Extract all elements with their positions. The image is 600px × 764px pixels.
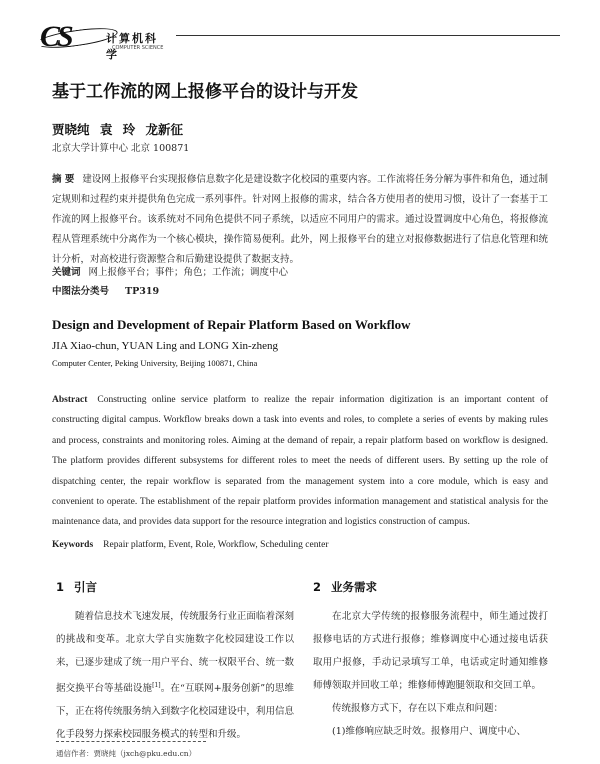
cn-class-code: TP319 <box>125 286 160 297</box>
en-keywords <box>52 540 329 550</box>
affiliation: 北京大学计算中心 北京 100871 <box>52 143 190 154</box>
footnote: 通信作者：贾晓纯（jxch@pku.edu.cn） <box>56 749 197 758</box>
cn-abstract-label: 摘 要 <box>52 174 75 185</box>
section-2-number: 2 <box>313 580 322 594</box>
cn-keywords-label: 关键词 <box>52 267 81 278</box>
cn-keywords-text: 网上报修平台；事件；角色；工作流；调度中心 <box>88 267 289 278</box>
journal-name-en: COMPUTER SCIENCE <box>112 45 164 51</box>
cn-abstract <box>52 170 548 270</box>
section-2-title: 业务需求 <box>331 580 378 594</box>
cn-abstract-text: 建设网上报修平台实现报修信息数字化是建设数字化校园的重要内容。工作流将任务分解为事件和角色，通过制定规则和过程约束并提供角色完成一系列事件。针对网上报修的需求，结合各方使用者的使用习惯，设计了一套基于工作流的网上报修平台。该系统对不同角色提供不同子系统，以适应不同用户的需求。通过设置调度中心角色，将报修流程从管理系统中分离作为一个核心模块，操作简易便利。此外，网上报修平台的建立对报修数据进行了信息化管理和统计分析，对高校进行资源整合和后勤建设提供了数据支持。 <box>52 174 548 265</box>
section-2-paragraph-2: 传统报修方式下，存在以下难点和问题： <box>332 703 504 714</box>
logo-letters: CS <box>40 20 71 53</box>
en-affiliation: Computer Center, Peking University, Beijing 100871, China <box>52 358 258 368</box>
section-1-number: 1 <box>56 580 65 594</box>
en-authors: JIA Xiao-chun, YUAN Ling and LONG Xin-zheng <box>52 340 278 352</box>
section-2-paragraph-1: 在北京大学传统的报修服务流程中，师生通过拨打报修电话的方式进行报修；维修调度中心通过接电话获取用户报修，手动记录填写工单，电话或定时通知维修师傅领取并回收工单；维修师傅跑腿领取和交回工单。 <box>313 611 548 691</box>
section-1-body <box>56 605 294 746</box>
en-abstract <box>52 390 548 533</box>
en-keywords-label: Keywords <box>52 540 94 550</box>
en-abstract-label: Abstract <box>52 395 88 405</box>
en-abstract-text: Constructing online service platform to realize the repair information digitization is an important content of constructing digital campus. Workflow breaks down a task into events and roles, to complete a series of events by making rules and process, constraints and monitoring roles. Aiming at the demand of repair, a repair platform based on workflow is designed. The platform provides different subsystems for different roles to meet the needs of different users. By setting up the role of dispatching center, the repair workflow is separated from the management system into a core module, which is easy and convenient to operate. The establishment of the repair platform provides information management and statistical analysis for the maintenance data, and provides data support for the resource integration and logistics construction of campus. <box>52 395 548 528</box>
journal-logo <box>40 20 170 61</box>
en-keywords-text: Repair platform, Event, Role, Workflow, Scheduling center <box>103 540 329 550</box>
section-2-heading <box>313 579 377 595</box>
section-1-heading <box>56 579 97 595</box>
section-1-title: 引言 <box>74 580 98 594</box>
cn-classification <box>52 283 159 297</box>
s1-text-a: 随着信息技术飞速发展，传统服务行业正面临着深刻的挑战和变革。北京大学自实施数字化校园建设工作以来，已逐步建成了统一用户平台、统一权限平台、统一数据交换平台等基础设施 <box>56 611 294 695</box>
section-2-body <box>313 605 548 743</box>
footnote-rule <box>56 741 206 742</box>
citation-ref: [1] <box>152 682 161 689</box>
journal-name: 计算机科学 <box>106 32 158 61</box>
authors: 贾晓纯 袁 玲 龙新征 <box>52 122 184 137</box>
paper-title: 基于工作流的网上报修平台的设计与开发 <box>52 82 358 102</box>
s1-text-b: 。在“互联网+服务创新”的思维下，正在将传统服务纳入到数字化校园建设中，利用信息化手段努力探索校园服务模式的转型和升级。 <box>56 683 294 741</box>
cn-keywords <box>52 264 288 278</box>
cn-class-label: 中图法分类号 <box>52 286 110 297</box>
header-rule <box>176 35 560 36</box>
en-title: Design and Development of Repair Platform Based on Workflow <box>52 317 411 332</box>
section-1-paragraph <box>56 605 294 746</box>
section-2-paragraph-3: (1)维修响应缺乏时效。报修用户、调度中心、 <box>332 726 526 737</box>
